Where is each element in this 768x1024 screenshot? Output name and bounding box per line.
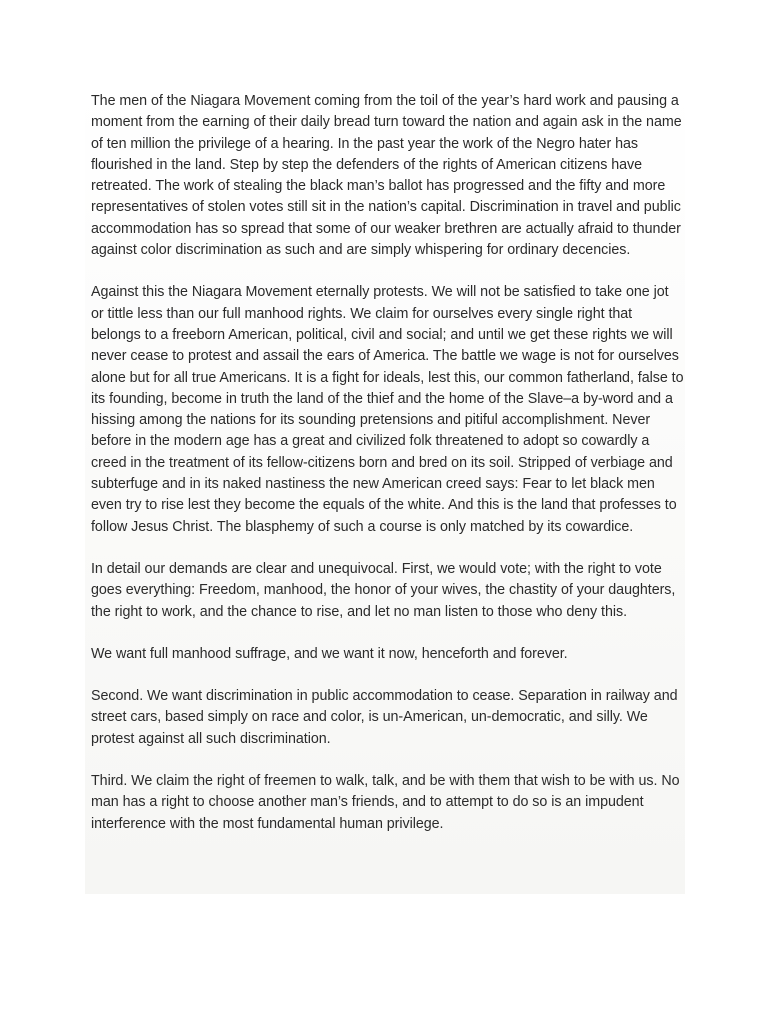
- document-body: [85, 86, 685, 894]
- paragraph-2: Against this the Niagara Movement eternally protests. We will not be satisfied to take one jot or tittle less than our full manhood rights. We claim for ourselves every single right that belongs to a freeborn American, political, civil and social; and until we get these rights we will never cease to protest and assail the ears of America. The battle we wage is not for ourselves alone but for all true Americans. It is a fight for ideals, lest this, our common fatherland, false to its founding, become in truth the land of the thief and the home of the Slave–a by-word and a hissing among the nations for its sounding pretensions and pitiful accomplishment. Never before in the modern age has a great and civilized folk threatened to adopt so cowardly a creed in the treatment of its fellow-citizens born and bred on its soil. Stripped of verbiage and subterfuge and in its naked nastiness the new American creed says: Fear to let black men even try to rise lest they become the equals of the white. And this is the land that professes to follow Jesus Christ. The blasphemy of such a course is only matched by its cowardice.: [91, 284, 684, 535]
- paragraph-1: The men of the Niagara Movement coming from the toil of the year’s hard work and pausing a moment from the earning of their daily bread turn toward the nation and again ask in the name of ten million the privilege of a hearing. In the past year the work of the Negro hater has flourished in the land. Step by step the defenders of the rights of American citizens have retreated. The work of stealing the black man’s ballot has progressed and the fifty and more representatives of stolen votes still sit in the nation’s capital. Discrimination in travel and public accommodation has so spread that some of our weaker brethren are actually afraid to thunder against color discrimination as such and are simply whispering for ordinary decencies.: [91, 93, 682, 259]
- paragraph-5: Second. We want discrimination in public accommodation to cease. Separation in railway and street cars, based simply on race and color, is un-American, un-democratic, and silly. We protest against all such discrimination.: [91, 688, 678, 747]
- paragraph-6: Third. We claim the right of freemen to walk, talk, and be with them that wish to be with us. No man has a right to choose another man’s friends, and to attempt to do so is an impudent interference with the most fundamental human privilege.: [91, 773, 680, 832]
- paragraph-3: In detail our demands are clear and unequivocal. First, we would vote; with the right to vote goes everything: Freedom, manhood, the honor of your wives, the chastity of your daughters, the right to work, and the chance to rise, and let no man listen to those who deny this.: [91, 560, 676, 620]
- paragraph-4: We want full manhood suffrage, and we want it now, henceforth and forever.: [91, 645, 568, 662]
